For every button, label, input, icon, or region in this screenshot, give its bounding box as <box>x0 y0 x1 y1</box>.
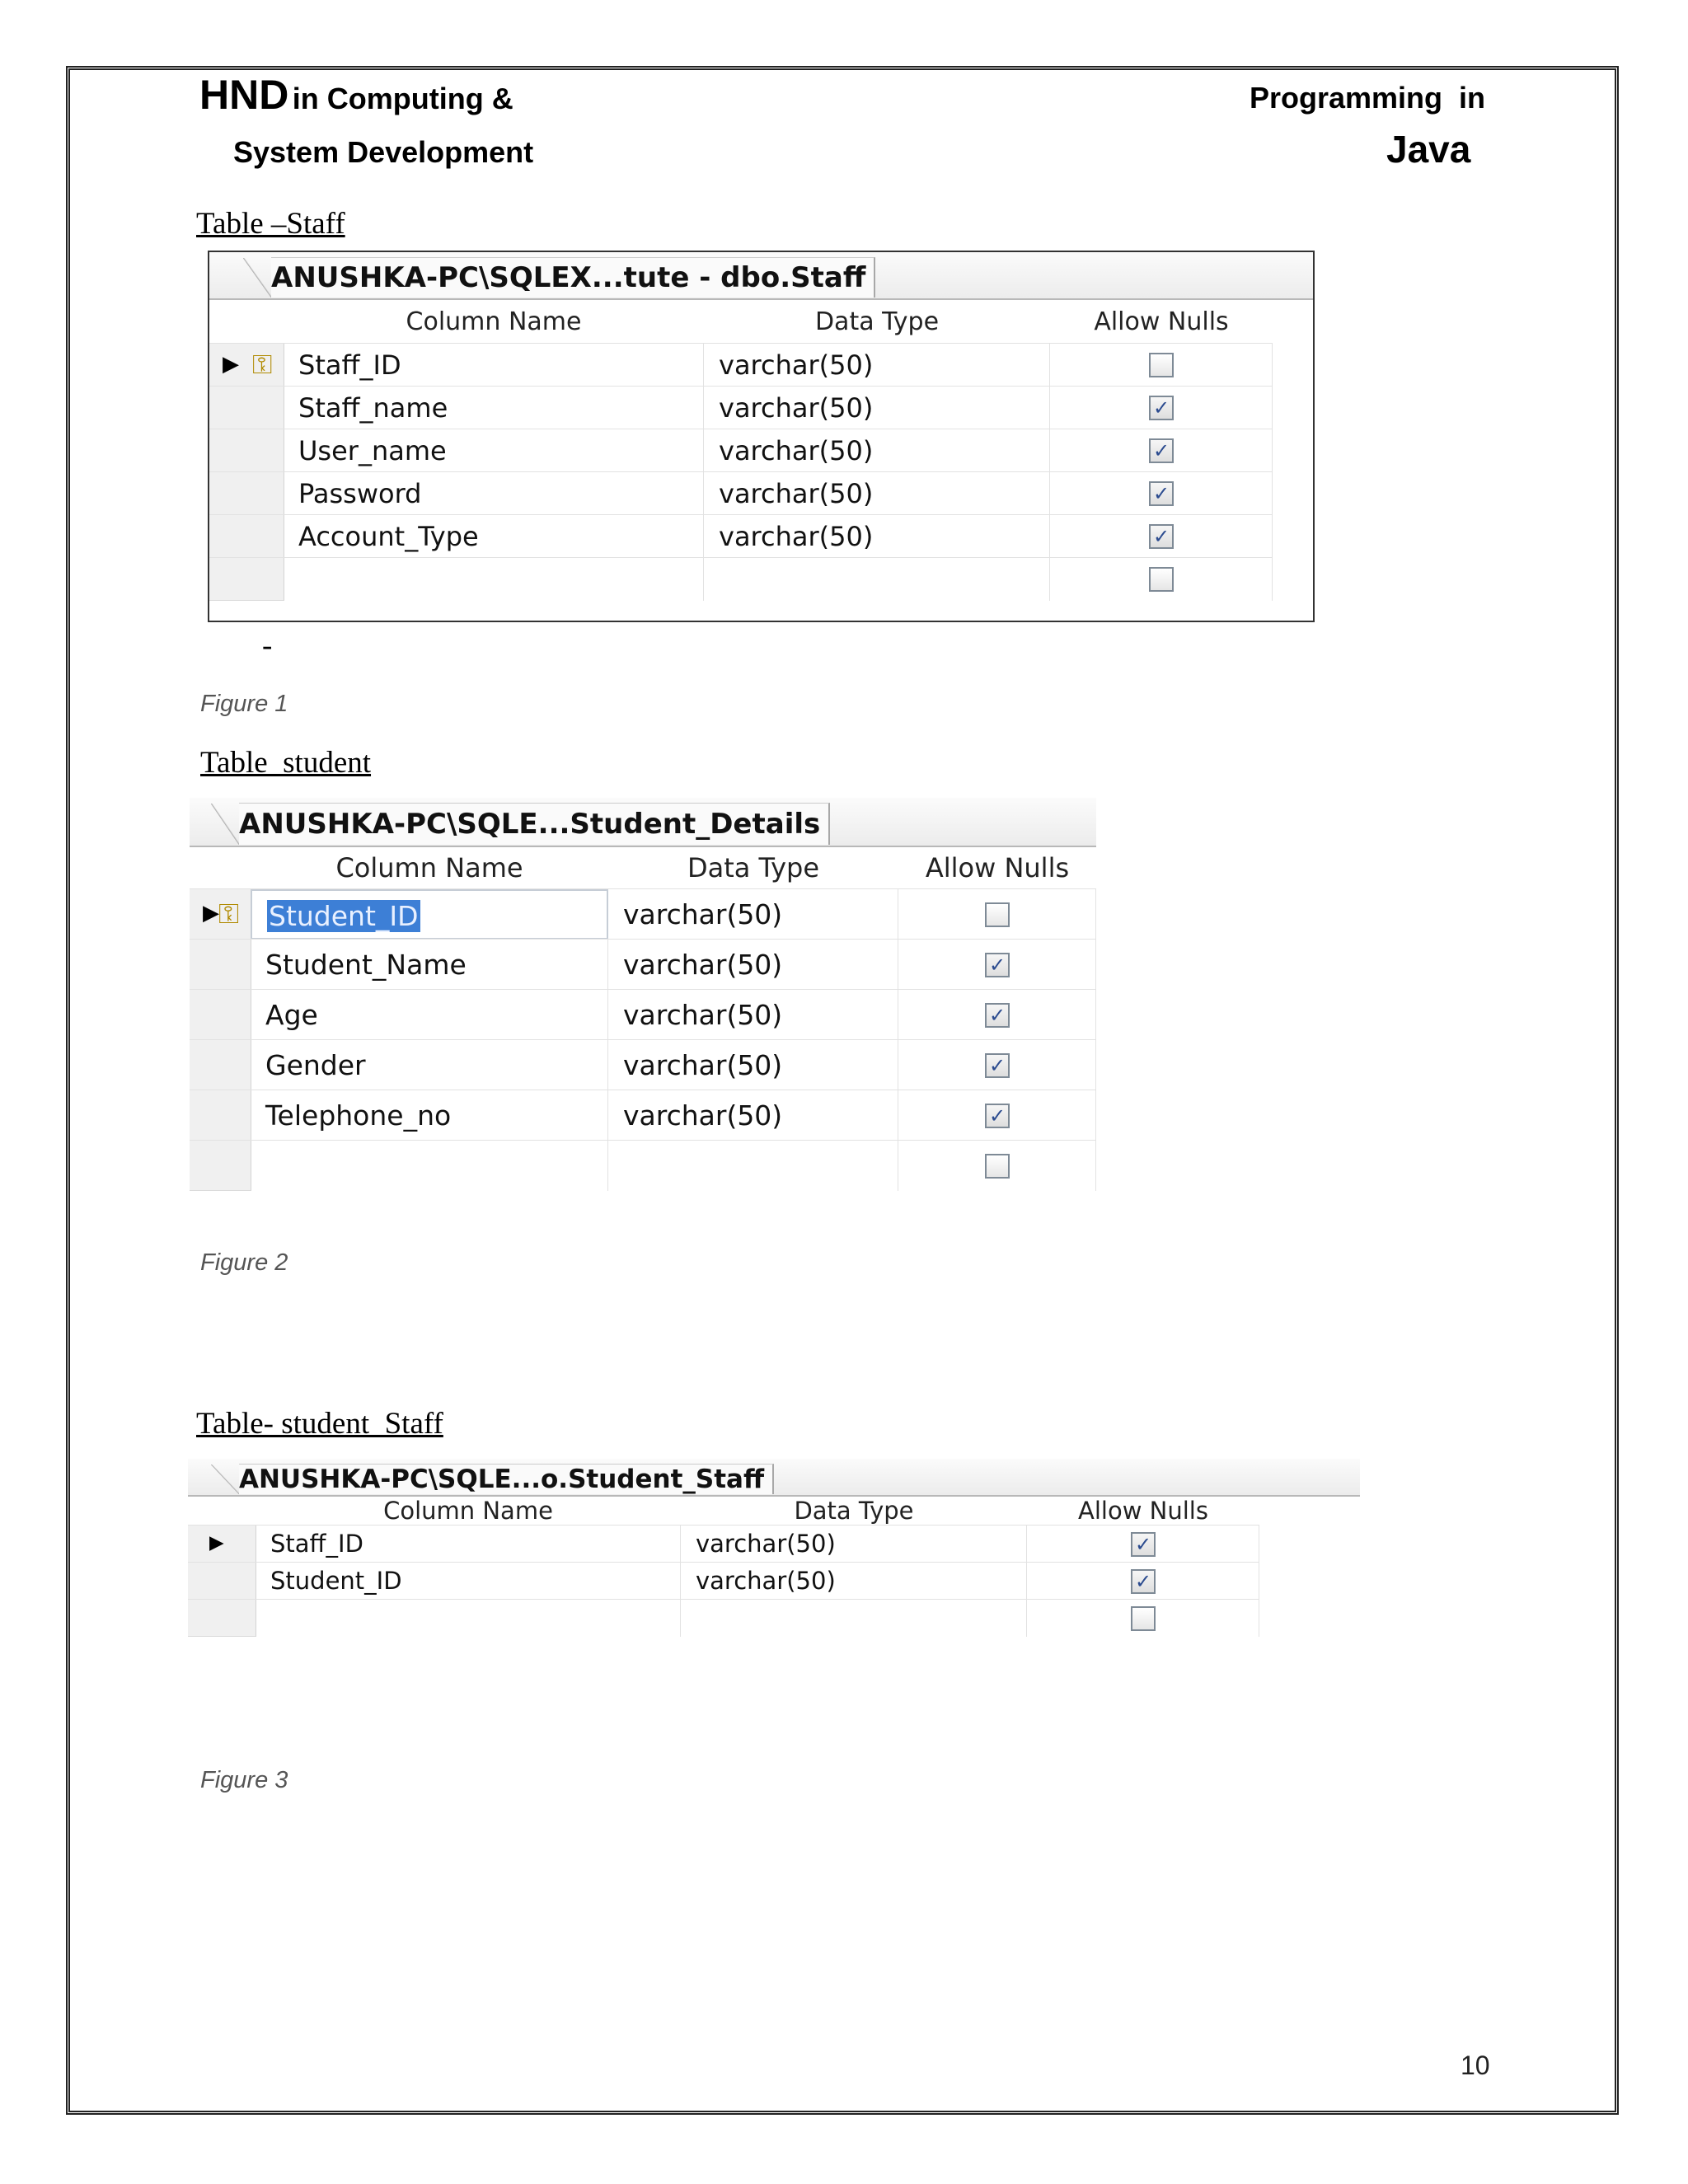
course-abbrev: HND <box>199 72 289 118</box>
allow-nulls-header: Allow Nulls <box>1094 307 1229 336</box>
stray-dash: - <box>262 629 273 663</box>
table-row[interactable] <box>188 1562 1259 1600</box>
data-type-cell[interactable]: varchar(50) <box>608 1090 898 1141</box>
table-row[interactable] <box>190 989 1096 1040</box>
table-row[interactable] <box>188 1525 1259 1563</box>
checkbox-icon[interactable] <box>1131 1606 1156 1631</box>
column-name-cell[interactable]: Staff_ID <box>284 344 704 387</box>
checkbox-icon[interactable]: ✓ <box>1149 396 1174 420</box>
column-name-header: Column Name <box>406 307 582 336</box>
row-selector[interactable] <box>190 990 251 1040</box>
checkbox-icon[interactable]: ✓ <box>985 1053 1010 1078</box>
allow-nulls-cell[interactable] <box>898 1141 1096 1191</box>
row-selector[interactable] <box>188 1600 256 1637</box>
table-row[interactable] <box>209 386 1273 429</box>
allow-nulls-cell[interactable] <box>898 940 1096 990</box>
row-selector[interactable] <box>190 889 251 940</box>
table-row[interactable] <box>209 429 1273 472</box>
document-tab[interactable]: ANUSHKA-PC\SQLE...o.Student_Staff <box>239 1464 774 1494</box>
allow-nulls-cell[interactable] <box>1027 1526 1259 1563</box>
section-heading-student: Table_student <box>200 746 372 780</box>
checkbox-icon[interactable]: ✓ <box>985 953 1010 977</box>
document-tab[interactable]: ANUSHKA-PC\SQLE...Student_Details <box>239 803 830 845</box>
data-type-cell[interactable] <box>681 1600 1027 1637</box>
table-designer-staff[interactable] <box>208 251 1315 622</box>
row-selector[interactable] <box>188 1563 256 1600</box>
data-type-cell[interactable]: varchar(50) <box>608 889 898 940</box>
section-heading-student-staff: Table- student_Staff <box>196 1407 443 1441</box>
figure-caption-3: Figure 3 <box>200 1767 288 1793</box>
table-row[interactable] <box>209 343 1273 387</box>
table-row[interactable] <box>190 1090 1096 1141</box>
allow-nulls-cell[interactable] <box>1050 429 1273 472</box>
checkbox-icon[interactable]: ✓ <box>1149 481 1174 506</box>
checkbox-icon[interactable] <box>1149 353 1174 377</box>
checkbox-icon[interactable] <box>1149 567 1174 592</box>
column-grid[interactable] <box>209 302 1273 600</box>
table-row[interactable] <box>188 1599 1259 1637</box>
row-pointer-icon: ▶ <box>209 1532 224 1554</box>
row-selector[interactable] <box>209 387 284 429</box>
column-name-cell[interactable]: Staff_name <box>284 387 704 429</box>
row-selector[interactable] <box>209 429 284 472</box>
row-selector[interactable] <box>190 1040 251 1090</box>
data-type-header: Data Type <box>794 1497 914 1525</box>
checkbox-icon[interactable] <box>985 1154 1010 1179</box>
checkbox-icon[interactable]: ✓ <box>1131 1532 1156 1557</box>
course-title <box>199 71 513 119</box>
row-pointer-icon: ▶ <box>223 352 239 377</box>
data-type-cell[interactable]: varchar(50) <box>704 344 1050 387</box>
data-type-cell[interactable] <box>608 1141 898 1191</box>
row-selector[interactable] <box>209 515 284 558</box>
column-name-cell[interactable] <box>256 1600 681 1637</box>
column-name-header: Column Name <box>383 1497 553 1525</box>
column-name-cell[interactable]: Age <box>251 990 608 1040</box>
row-pointer-icon: ▶ <box>203 901 219 926</box>
primary-key-icon: ⚿ <box>218 898 240 930</box>
row-selector[interactable] <box>190 1141 251 1191</box>
checkbox-icon[interactable]: ✓ <box>985 1104 1010 1128</box>
data-type-cell[interactable]: varchar(50) <box>608 940 898 990</box>
allow-nulls-cell[interactable] <box>1050 387 1273 429</box>
primary-key-icon: ⚿ <box>252 349 273 380</box>
checkbox-icon[interactable]: ✓ <box>1131 1569 1156 1594</box>
tab-bar <box>209 252 1313 300</box>
column-name-cell[interactable] <box>251 889 608 940</box>
allow-nulls-cell[interactable] <box>1050 515 1273 558</box>
row-selector[interactable] <box>188 1526 256 1563</box>
data-type-cell[interactable]: varchar(50) <box>704 387 1050 429</box>
document-tab[interactable]: ANUSHKA-PC\SQLEX...tute - dbo.Staff <box>271 257 875 298</box>
column-name-cell[interactable]: Account_Type <box>284 515 704 558</box>
course-subtitle: System Development <box>233 135 534 169</box>
data-type-cell[interactable]: varchar(50) <box>681 1526 1027 1563</box>
allow-nulls-cell[interactable] <box>1050 472 1273 515</box>
table-row[interactable] <box>209 514 1273 558</box>
data-type-cell[interactable]: varchar(50) <box>681 1563 1027 1600</box>
column-name-cell[interactable]: Student_Name <box>251 940 608 990</box>
page-number: 10 <box>1461 2050 1490 2080</box>
checkbox-icon[interactable] <box>985 902 1010 927</box>
module-language: Java <box>1386 128 1471 171</box>
allow-nulls-cell[interactable] <box>1027 1600 1259 1637</box>
figure-caption-2: Figure 2 <box>200 1249 288 1276</box>
data-type-cell[interactable]: varchar(50) <box>608 1040 898 1090</box>
tab-bar <box>188 1459 1360 1497</box>
column-name-cell[interactable]: Telephone_no <box>251 1090 608 1141</box>
data-type-cell[interactable] <box>704 558 1050 601</box>
tab-bar <box>190 798 1096 847</box>
allow-nulls-cell[interactable] <box>898 990 1096 1040</box>
row-selector[interactable] <box>209 344 284 387</box>
course-name: in Computing & <box>292 82 513 115</box>
column-name-cell[interactable]: Password <box>284 472 704 515</box>
allow-nulls-cell[interactable] <box>898 1040 1096 1090</box>
allow-nulls-cell[interactable] <box>898 1090 1096 1141</box>
column-name-cell[interactable]: Gender <box>251 1040 608 1090</box>
table-row[interactable] <box>190 1140 1096 1191</box>
column-name-cell[interactable]: Student_ID <box>256 1563 681 1600</box>
table-designer-student-staff[interactable] <box>188 1459 1360 1764</box>
row-selector[interactable] <box>190 940 251 990</box>
table-row[interactable] <box>209 471 1273 515</box>
row-selector[interactable] <box>190 1090 251 1141</box>
table-row[interactable] <box>190 1039 1096 1090</box>
figure-caption-1: Figure 1 <box>200 691 288 717</box>
section-heading-staff: Table –Staff <box>196 207 345 241</box>
table-row[interactable] <box>190 939 1096 990</box>
table-designer-student[interactable] <box>190 798 1096 1203</box>
column-name-header: Column Name <box>335 852 523 883</box>
allow-nulls-header: Allow Nulls <box>925 852 1070 883</box>
allow-nulls-cell[interactable] <box>1027 1563 1259 1600</box>
allow-nulls-header: Allow Nulls <box>1078 1497 1208 1525</box>
checkbox-icon[interactable]: ✓ <box>1149 524 1174 549</box>
data-type-cell[interactable]: varchar(50) <box>704 429 1050 472</box>
row-selector[interactable] <box>209 558 284 601</box>
checkbox-icon[interactable]: ✓ <box>985 1003 1010 1028</box>
data-type-header: Data Type <box>687 852 820 883</box>
column-name-cell[interactable]: User_name <box>284 429 704 472</box>
module-title: Programming in <box>1250 81 1486 115</box>
column-grid[interactable] <box>188 1497 1259 1636</box>
table-row[interactable] <box>190 888 1096 940</box>
column-name-cell[interactable]: Staff_ID <box>256 1526 681 1563</box>
column-grid[interactable] <box>190 847 1096 1190</box>
data-type-cell[interactable]: varchar(50) <box>608 990 898 1040</box>
column-name-cell[interactable] <box>251 1141 608 1191</box>
data-type-header: Data Type <box>814 307 940 336</box>
data-type-cell[interactable]: varchar(50) <box>704 472 1050 515</box>
allow-nulls-cell[interactable] <box>1050 344 1273 387</box>
table-row[interactable] <box>209 557 1273 601</box>
column-name-cell[interactable] <box>284 558 704 601</box>
allow-nulls-cell[interactable] <box>898 889 1096 940</box>
data-type-cell[interactable]: varchar(50) <box>704 515 1050 558</box>
allow-nulls-cell[interactable] <box>1050 558 1273 601</box>
checkbox-icon[interactable]: ✓ <box>1149 438 1174 463</box>
row-selector[interactable] <box>209 472 284 515</box>
selected-text: Student_ID <box>269 900 419 932</box>
